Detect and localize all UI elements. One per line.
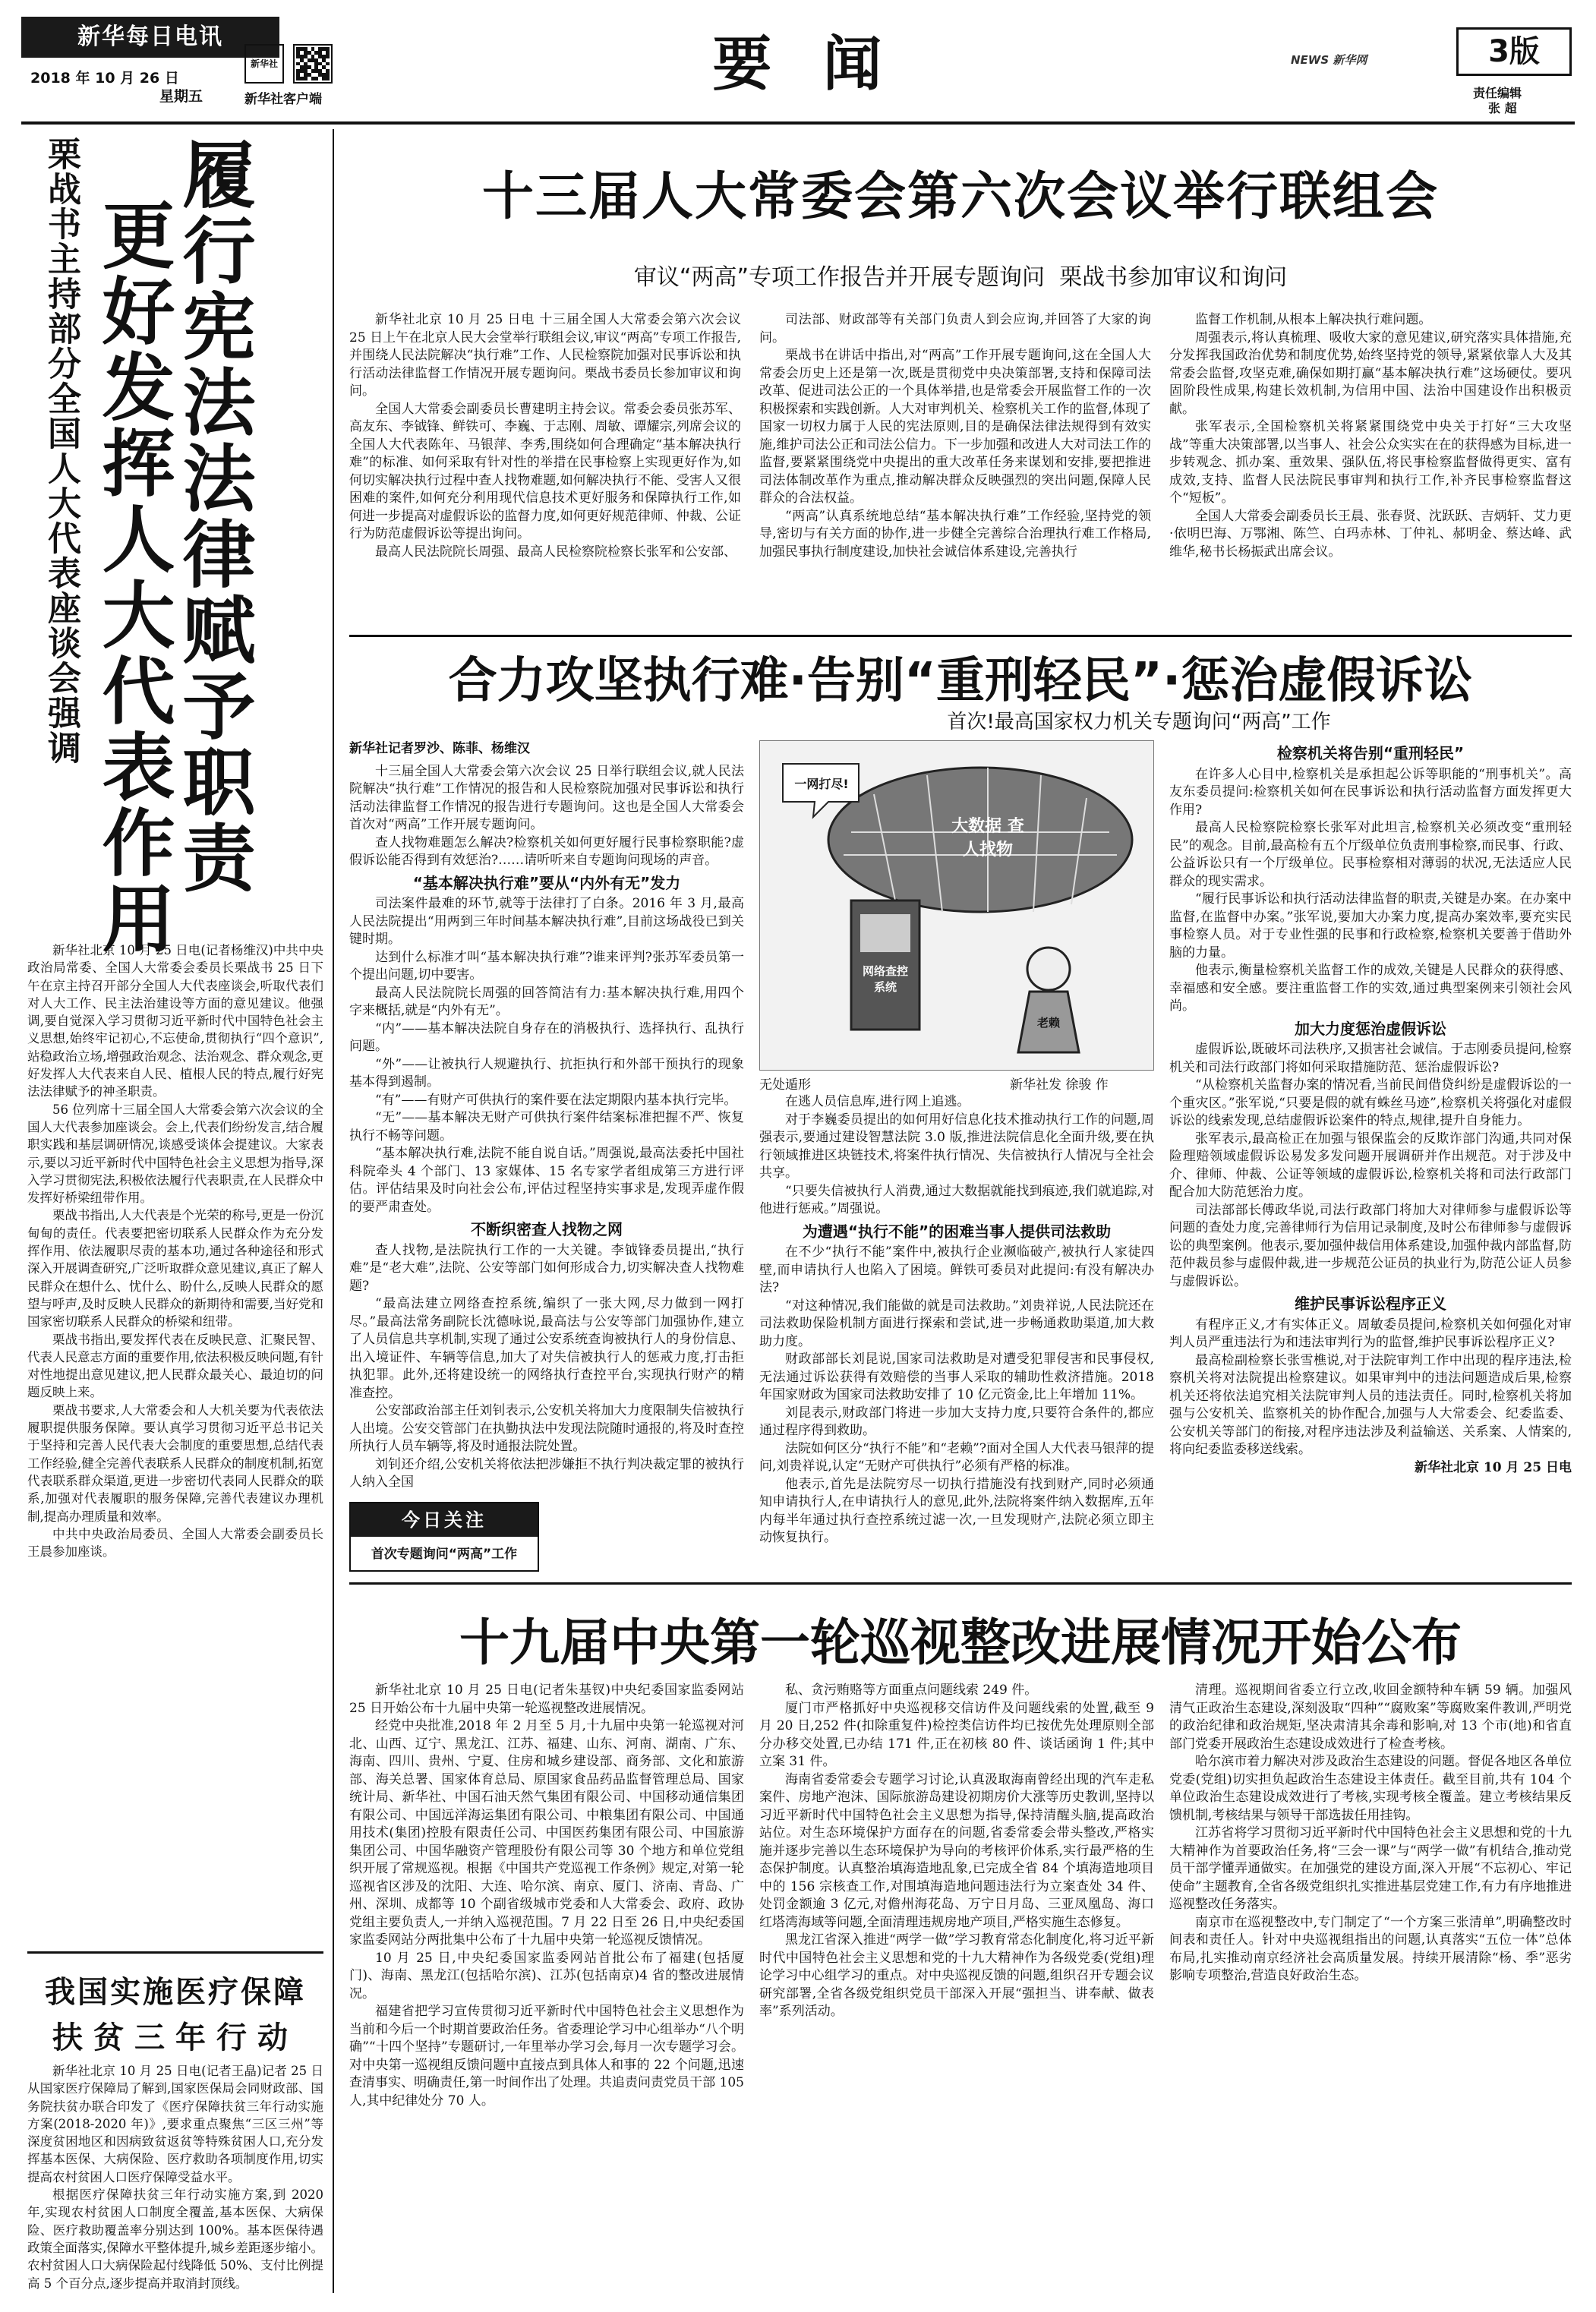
story3-paragraph: 清理。巡视期间省委立行立改,收回金额特种车辆 59 辆。加强风清气正政治生态建设,深刻汲取“四种”“腐败案”等腐败案件教训,严明党的政治纪律和政治规矩,坚决肃清其余毒和影响,对 13 个市(地)和省直部门党委开展政治生态建设成效进行了检查考核。 <box>1169 1683 1572 1752</box>
story2-left-paragraph: 新华社北京 10 月 25 日电(记者王皛)记者 25 日从国家医疗保障局了解到,国家医保局会同财政部、国务院扶贫办联合印发了《医疗保障扶贫三年行动实施方案(2018-2020 年)》,要求重点聚焦“三区三州”等深度贫困地区和因病致贫返贫等特殊贫困人口,充分发挥基本医保、大病保险、医疗救助各项制度作用,切实提高农村贫困人口医疗保障受益水平。 <box>27 2064 323 2184</box>
story3-paragraph: 经党中央批准,2018 年 2 月至 5 月,十九届中央第一轮巡视对河北、山西、辽宁、黑龙江、江苏、福建、山东、河南、湖南、广东、海南、四川、贵州、宁夏、住房和城乡建设部、商务部、文化和旅游部、海关总署、国家体育总局、原国家食品药品监督管理总局、国家统计局、新华社、中国石油天然气集团有限公司、中国移动通信集团有限公司、中国远洋海运集团有限公司、中粮集团有限公司、中国通用技术(集团)控股有限责任公司、中国医药集团有限公司、中国旅游集团公司、中国华融资产管理股份有限公司等 30 个地方和单位党组织开展了常规巡视。根据《中国共产党巡视工作条例》规定,对第一轮巡视省区涉及的沈阳、大连、哈尔滨、南京、厦门、济南、青岛、广州、深圳、成都等 10 个副省级城市党委和人大常委会、政府、政协党组主要负责人,一并纳入巡视范围。7 月 22 日至 26 日,中央纪委国家监委网站分两批集中公布了十九届中央第一轮巡视反馈情况。 <box>349 1718 744 1948</box>
story2-column-1 <box>349 740 744 1572</box>
story2-paragraph: 十三届全国人大常委会第六次会议 25 日举行联组会议,就人民法院解决“执行难”工作情况的报告和人民检察院加强对民事诉讼和执行活动法律监督工作情况的报告进行专题询问。这也是全国人大常委会首次对“两高”工作开展专题询问。 <box>349 763 744 832</box>
section-subhead: 维护民事诉讼程序正义 <box>1295 1295 1446 1313</box>
story2-paragraph: “有”——有财产可供执行的案件要在法定期限内基本执行完毕。 <box>375 1092 737 1108</box>
story2-column-3 <box>1169 740 1572 1572</box>
client-label: 新华社客户端 <box>244 92 322 107</box>
masthead-rule <box>21 121 1575 125</box>
today-focus-label: 今日关注 <box>351 1503 538 1537</box>
left-main-headline-2: 更好发挥人大代表作用 <box>90 197 175 957</box>
left-story-paragraph: 新华社北京 10 月 25 日电(记者杨维汉)中共中央政治局常委、全国人大常委会委员长栗战书 25 日下午在京主持召开部分全国人大代表座谈会,听取代表们对人大工作、民主法治建设等方面的意见建议。他强调,要自觉深入学习贯彻习近平新时代中国特色社会主义思想,始终牢记初心,不忘使命,贯彻执行“四个意识”,站稳政治立场,增强政治观念、法治观念、群众观念,更好发挥人大代表来自人民、植根人民的特点,履行好宪法法律赋予的神圣职责。 <box>27 943 323 1099</box>
story2-column-2 <box>759 1093 1154 1572</box>
story1-column-1 <box>349 311 741 623</box>
left-story-paragraph: 栗战书要求,人大常委会和人大机关要为代表依法履职提供服务保障。要认真学习贯彻习近平总书记关于坚持和完善人民代表大会制度的重要思想,总结代表工作经验,健全完善代表联系人民群众的制度机制,拓宽代表联系群众渠道,更进一步密切代表同人民群众的联系,加强对代表履职的服务保障,完善代表建议办理机制,提高办理质量和效率。 <box>27 1402 323 1524</box>
story2-paragraph: 在许多人心目中,检察机关是承担起公诉等职能的“刑事机关”。高友东委员提问:检察机关如何在民事诉讼和执行活动监督方面发挥更大作用? <box>1169 766 1572 818</box>
story2-left-headline-1: 我国实施医疗保障 <box>45 1975 306 2010</box>
story2-paragraph: “对这种情况,我们能做的就是司法救助。”刘贵祥说,人民法院还在司法救助保险机制方面进行探索和尝试,进一步畅通救助渠道,加大救助力度。 <box>759 1298 1154 1349</box>
left-story-paragraph: 栗战书指出,要发挥代表在反映民意、汇聚民智、代表人民意志方面的重要作用,依法积极反映问题,有针对性地提出意见建议,把人民群众最关心、最迫切的问题反映上来。 <box>27 1332 323 1400</box>
story3-column-1 <box>349 1682 744 2293</box>
section-subhead: “基本解决执行难”要从“内外有无”发力 <box>412 873 681 892</box>
left-story-rule <box>27 1951 323 1954</box>
story2-paragraph: 有程序正义,才有实体正义。周敏委员提问,检察机关如何强化对审判人员严重违法行为和违法审判行为的监督,维护民事诉讼程序正义? <box>1169 1317 1572 1350</box>
story3-column-3 <box>1169 1682 1572 2293</box>
story2-left-headline-2: 扶贫三年行动 <box>52 2020 298 2055</box>
story2-col2-content <box>759 1093 1154 1547</box>
story2-paragraph: 最高人民法院院长周强的回答简洁有力:基本解决执行难,用四个字来概括,就是“内外有无”。 <box>349 985 744 1018</box>
story1-paragraph: 司法部、财政部等有关部门负责人到会应询,并回答了大家的询问。 <box>759 312 1151 345</box>
qr-code-icon <box>293 44 333 84</box>
story2-col1-content <box>349 763 744 1492</box>
story1-rule <box>349 635 1572 637</box>
story2-paragraph: “基本解决执行难,法院不能自说自话。”周强说,最高法委托中国社科院牵头 4 个部门、13 家媒体、15 名专家学者组成第三方进行评估。评估结果及时向社会公布,评估过程坚持实事求是,发现弄虚作假的要严肃查处。 <box>349 1146 744 1215</box>
issue-date: 2018 年 10 月 26 日 <box>30 70 179 87</box>
page-number: 3版 <box>1456 27 1572 76</box>
today-focus-box <box>349 1502 539 1572</box>
story2-paragraph: 查人找物,是法院执行工作的一大关键。李钺锋委员提出,“执行难”是“老大难”,法院、公安等部门如何形成合力,切实解决查人找物难题? <box>349 1242 744 1294</box>
story2-paragraph: 刘昆表示,财政部门将进一步加大支持力度,只要符合条件的,都应通过程序得到救助。 <box>759 1405 1154 1438</box>
story1-column-3 <box>1169 311 1572 623</box>
story2-subheadline: 首次!最高国家权力机关专题询问“两高”工作 <box>947 711 1331 733</box>
story3-paragraph: 福建省把学习宣传贯彻习近平新时代中国特色社会主义思想作为当前和今后一个时期首要政治任务。省委理论学习中心组举办“八个明确”“十四个坚持”专题研讨,一年里举办学习会,每月一次专题学习会。对中央第一巡视组反馈问题中直接点到具体人和事的 22 个问题,迅速查清事实、明确责任,第一时间作出了处理。共追责问责党员干部 105 人,其中纪律处分 70 人。 <box>349 2004 744 2109</box>
section-subhead: 为遭遇“执行不能”的困难当事人提供司法救助 <box>802 1222 1112 1241</box>
story2-paragraph: “无”——基本解决无财产可供执行案件结案标准把握不严、恢复执行不畅等问题。 <box>349 1110 744 1143</box>
left-column-divider <box>333 129 334 2293</box>
story2-byline: 新华社记者罗沙、陈菲、杨维汉 <box>349 741 530 756</box>
issue-weekday: 星期五 <box>159 88 203 105</box>
paper-name: 新华每日电讯 <box>21 17 279 58</box>
left-story-body <box>27 942 323 1936</box>
story2-paragraph: 在逃人员信息库,进行网上追逃。 <box>785 1094 970 1109</box>
section-title: 要 闻 <box>712 30 897 99</box>
story1-paragraph: 新华社北京 10 月 25 日电 十三届全国人大常委会第六次会议 25 日上午在北京人民大会堂举行联组会议,审议“两高”专项工作报告,并围绕人民法院解决“执行难”工作、人民检察院加强对民事诉讼和执行活动法律监督工作情况开展专题询问。栗战书委员长参加审议和询问。 <box>349 312 741 399</box>
news-logo: NEWS 新华网 <box>1291 53 1367 67</box>
story2-paragraph: 张军表示,最高检正在加强与银保监会的反欺诈部门沟通,共同对保险理赔领域虚假诉讼易发多发问题开展调研并作出规范。对于涉及中介、律师、仲裁、公证等领域的虚假诉讼,检察机关将和司法行政部门配合加大防范惩治力度。 <box>1169 1131 1572 1200</box>
story2-paragraph: 最高检副检察长张雪樵说,对于法院审判工作中出现的程序违法,检察机关将对法院提出检察建议。如果审判中的违法问题造成后果,检察机关还将依法追究相关法院审判人员的违法责任。同时,检察机关将加强与公安机关、监察机关的协作配合,加强与人大常委会、纪委监委、公安机关等部门的衔接,对程序违法涉及利益输送、关系案、人情案的,将向纪委监委移送线索。 <box>1169 1352 1572 1457</box>
editor-name: 张 超 <box>1488 101 1517 115</box>
cartoon-label-man: 老赖 <box>1036 1016 1060 1030</box>
story2-paragraph: “从检察机关监督办案的情况看,当前民间借贷纠纷是虚假诉讼的一个重灾区。”张军说,“只要是假的就有蛛丝马迹”,检察机关将强化对虚假诉讼的线索发现,总结虚假诉讼案件的特点,规律,提升自身能力。 <box>1169 1077 1572 1128</box>
story1-column-2 <box>759 311 1151 623</box>
story1-paragraph: 监督工作机制,从根本上解决执行难问题。 <box>1195 312 1432 327</box>
story2-paragraph: 对于李巍委员提出的如何用好信息化技术推动执行工作的问题,周强表示,要通过建设智慧法院 3.0 版,推进法院信息化全面升级,要在执行领域推进区块链技术,将案件执行情况、失信被执行人情况与全社会共享。 <box>759 1112 1154 1181</box>
dateline-sign: 新华社北京 10 月 25 日电 <box>1415 1459 1572 1475</box>
story3-column-2 <box>759 1682 1154 2293</box>
cartoon-illustration <box>759 740 1154 1071</box>
story2-paragraph: 他表示,首先是法院穷尽一切执行措施没有找到财产,同时必须通知申请执行人,在申请执行人的意见,此外,法院将案件纳入数据库,五年内每半年通过执行查控系统过滤一次,一旦发现财产,法院必须立即主动恢复执行。 <box>759 1476 1154 1545</box>
story3-paragraph: 南京市在巡视整改中,专门制定了“一个方案三张清单”,明确整改时间表和责任人。针对中央巡视组指出的问题,认真落实“五位一体”总体布局,扎实推动南京经济社会高质量发展。持续开展清除“杨、季”恶劣影响专项整治,营造良好政治生态。 <box>1169 1914 1572 1983</box>
cartoon-caption-right: 新华社发 徐骏 作 <box>1010 1077 1109 1093</box>
editor-label: 责任编辑 <box>1473 86 1522 100</box>
story1-paragraph: 张军表示,全国检察机关将紧紧围绕党中央关于打好“三大攻坚战”等重大决策部署,以当事人、社会公众实实在在的获得感为目标,进一步转观念、抓办案、重效果、强队伍,将民事检察监督做得更实、富有成效,支持、监督人民法院民事审判和执行工作,补齐民事检察监督这个“短板”。 <box>1169 419 1572 506</box>
client-logo: 新华社 <box>244 44 284 84</box>
cartoon-caption-left: 无处遁形 <box>759 1077 811 1093</box>
story2-paragraph: 他表示,衡量检察机关监督工作的成效,关键是人民群众的获得感、幸福感和安全感。要注重监督工作的实效,通过典型案例来引领社会风尚。 <box>1169 963 1572 1014</box>
section-subhead: 加大力度惩治虚假诉讼 <box>1295 1019 1446 1038</box>
story2-rule <box>349 1582 1572 1585</box>
section-subhead: 不断织密查人找物之网 <box>471 1220 623 1238</box>
cartoon-label-system: 网络查控系统 <box>862 964 908 994</box>
story2-paragraph: “外”——让被执行人规避执行、抗拒执行和外部干预执行的现象基本得到遏制。 <box>349 1056 744 1090</box>
story1-headline: 十三届人大常委会第六次会议举行联组会 <box>481 167 1439 227</box>
story2-col3-content <box>1169 745 1572 1477</box>
story3-paragraph: 江苏省将学习贯彻习近平新时代中国特色社会主义思想和党的十九大精神作为首要政治任务,将“三会一课”与“两学一做”有机结合,推动党员干部学懂弄通做实。在加强党的建设方面,深入开展“不忘初心、牢记使命”主题教育,全省各级党组织扎实推进基层党建工作,有力有序地推进巡视整改任务落实。 <box>1169 1825 1572 1912</box>
story3-paragraph: 海南省委常委会专题学习讨论,认真汲取海南曾经出现的汽车走私案件、房地产泡沫、国际旅游岛建设初期房价大涨等历史教训,坚持以习近平新时代中国特色社会主义思想为指导,保持清醒头脑,提高政治站位。对生态环境保护方面存在的问题,省委常委会带头整改,严格实施并逐步完善以生态环境保护为导向的考核评价体系,实行最严格的生态保护制度。认真整治填海造地乱象,已完成全省 84 个填海造地项目中的 156 宗核查工作,对围填海造地问题违法行为立案查处 34 件、处罚金额逾 3 亿元,对儋州海花岛、万宁日月岛、三亚凤凰岛、海口红塔湾海域等问题,全面清理违规房地产项目,严格实施生态修复。 <box>759 1771 1154 1930</box>
story2-paragraph: 公安部政治部主任刘钊表示,公安机关将加大力度限制失信被执行人出境。公安交管部门在执勤执法中发现法院随时通报的,将及时查控所执行人员车辆等,将及时通报法院处置。 <box>349 1403 744 1454</box>
story3-paragraph: 厦门市严格抓好中央巡视移交信访件及问题线索的处置,截至 9 月 20 日,252 件(扣除重复件)检控类信访件均已按优先处理原则全部分办移交处置,已办结 171 件,正在初核 80 件、谈话函询 1 件;其中立案 31 件。 <box>759 1700 1154 1769</box>
story3-paragraph: 黑龙江省深入推进“两学一做”学习教育常态化制度化,将习近平新时代中国特色社会主义思想和党的十九大精神作为各级党委(党组)理论学习中心组学习的重点。对中央巡视反馈的问题,组织召开专题会议研究部署,全省各级党组织党员干部深入开展“强担当、讲奉献、做表率”系列活动。 <box>759 1932 1154 2019</box>
story1-paragraph: “两高”认真系统地总结“基本解决执行难”工作经验,坚持党的领导,密切与有关方面的协作,进一步健全完善综合治理执行难工作格局,加强民事执行制度建设,加快社会诚信体系建设,完善执行 <box>759 508 1151 560</box>
today-focus-text: 首次专题询问“两高”工作 <box>371 1547 518 1562</box>
left-subhead: 栗战书主持部分全国人大代表座谈会强调 <box>42 137 80 765</box>
cartoon-label-net: 大数据 查人找物 <box>951 817 1024 860</box>
story1-paragraph: 周强表示,将认真梳理、吸收大家的意见建议,研究落实具体措施,充分发挥我国政治优势和制度优势,始终坚持党的领导,紧紧依靠人大及其常委会监督,攻坚克难,确保如期打赢“基本解决执行难”这场硬仗。要巩固阶段性成果,构建长效机制,为信用中国、法治中国建设作出积极贡献。 <box>1169 330 1572 417</box>
story3-paragraph: 哈尔滨市着力解决对涉及政治生态建设的问题。督促各地区各单位党委(党组)切实担负起政治生态建设主体责任。截至目前,共有 104 个单位政治生态建设成效进行了考核,实现考核全覆盖。建立考核结果反馈机制,考核结果与领导干部选拔任用挂钩。 <box>1169 1754 1572 1823</box>
story2-paragraph: 在不少“执行不能”案件中,被执行企业濒临破产,被执行人家徒四壁,而申请执行人也陷入了困境。鲜铁可委员对此提问:有没有解决办法? <box>759 1244 1154 1295</box>
section-subhead: 检察机关将告别“重刑轻民” <box>1276 744 1465 762</box>
story2-paragraph: “履行民事诉讼和执行活动法律监督的职责,关键是办案。在办案中监督,在监督中办案。”张军说,要加大办案力度,提高办案效率,要充实民事检察人员。对于专业性强的民事和行政检察,检察机关要善于借助外脑的力量。 <box>1169 891 1572 960</box>
story2-left-body <box>27 2062 323 2294</box>
story1-subheadline: 审议“两高”专项工作报告并开展专题询问 栗战书参加审议和询问 <box>633 264 1288 291</box>
story2-paragraph: 法院如何区分“执行不能”和“老赖”?面对全国人大代表马银萍的提问,刘贵祥说,认定“无财产可供执行”必须有严格的标准。 <box>759 1440 1154 1474</box>
story2-paragraph: 达到什么标准才叫“基本解决执行难”?谁来评判?张苏军委员第一个提出问题,切中要害。 <box>349 949 744 983</box>
story2-paragraph: 刘钊还介绍,公安机关将依法把涉嫌拒不执行判决裁定罪的被执行人纳入全国 <box>349 1456 744 1490</box>
cartoon-man-head <box>1027 948 1070 990</box>
story2-paragraph: “只要失信被执行人消费,通过大数据就能找到痕迹,我们就追踪,对他进行惩戒。”周强说。 <box>759 1183 1154 1216</box>
story2-paragraph: “最高法建立网络查控系统,编织了一张大网,尽力做到一网打尽。”最高法常务副院长沈德咏说,最高法与公安等部门加强协作,建立了人员信息共享机制,实现了通过公安系统查询被执行人的身份信息、出入境证件、车辆等信息,加大了对失信被执行人的惩戒力度,打击拒执犯罪。此外,还将建设统一的网络执行查控平台,实现执行财产的精准查控。 <box>349 1296 744 1401</box>
story2-headline: 合力攻坚执行难·告别“重刑轻民”·惩治虚假诉讼 <box>448 653 1473 709</box>
story3-paragraph: 新华社北京 10 月 25 日电(记者朱基钗)中央纪委国家监委网站 25 日开始公布十九届中央第一轮巡视整改进展情况。 <box>349 1683 744 1716</box>
masthead <box>0 0 1596 115</box>
story1-paragraph: 全国人大常委会副委员长王晨、张春贤、沈跃跃、吉炳轩、艾力更·依明巴海、万鄂湘、陈竺、白玛赤林、丁仲礼、郝明金、蔡达峰、武维华,秘书长杨振武出席会议。 <box>1169 508 1572 560</box>
story2-paragraph: 最高人民检察院检察长张军对此坦言,检察机关必须改变“重刑轻民”的观念。目前,最高检有五个厅级单位负责刑事检察,而民事、行政、公益诉讼只有一个厅级单位。民事检察相对薄弱的状况,无法适应人民群众的现实需求。 <box>1169 820 1572 889</box>
story2-paragraph: 财政部部长刘昆说,国家司法救助是对遭受犯罪侵害和民事侵权,无法通过诉讼获得有效赔偿的当事人采取的辅助性救济措施。2018 年国家财政为国家司法救助安排了 10 亿元资金,比上年增加 11%。 <box>759 1352 1154 1402</box>
story2-paragraph: 查人找物难题怎么解决?检察机关如何更好履行民事检察职能?虚假诉讼能否得到有效惩治?……请听听来自专题询问现场的声音。 <box>349 834 744 868</box>
story1-paragraph: 栗战书在讲话中指出,对“两高”工作开展专题询问,这在全国人大常委会历史上还是第一次,既是贯彻党中央决策部署,支持和保障司法改革、促进司法公正的一个具体举措,也是常委会开展监督工作的一次积极探索和实践创新。人大对审判机关、检察机关工作的监督,体现了国家一切权力属于人民的宪法原则,目的是确保法律法规得到有效实施,维护司法公正和司法公信力。下一步加强和改进人大对司法工作的监督,要紧紧围绕党中央提出的重大改革任务来谋划和安排,要把推进司法体制改革作为重点,推动解决群众反映强烈的突出问题,保障人民群众的合法权益。 <box>759 348 1151 506</box>
story2-left-paragraph: 根据医疗保障扶贫三年行动实施方案,到 2020 年,实现农村贫困人口制度全覆盖,基本医保、大病保险、医疗救助覆盖率分别达到 100%。基本医保待遇政策全面落实,保障水平整体提升,城乡差距逐步缩小。农村贫困人口大病保险起付线降低 50%、支付比例提高 5 个百分点,逐步提高并取消封顶线。 <box>27 2187 323 2291</box>
story2-paragraph: “内”——基本解决法院自身存在的消极执行、选择执行、乱执行问题。 <box>349 1020 744 1054</box>
story3-headline: 十九届中央第一轮巡视整改进展情况开始公布 <box>459 1613 1462 1672</box>
cartoon-label-hide: 一网打尽! <box>794 777 849 791</box>
cartoon-screen <box>860 914 910 952</box>
left-story-paragraph: 中共中央政治局委员、全国人大常委会副委员长王晨参加座谈。 <box>27 1526 323 1560</box>
story2-paragraph: 虚假诉讼,既破坏司法秩序,又损害社会诚信。于志刚委员提问,检察机关和司法行政部门将如何采取措施防范、惩治虚假诉讼? <box>1169 1042 1572 1075</box>
story1-paragraph: 最高人民法院院长周强、最高人民检察院检察长张军和公安部、 <box>375 544 736 560</box>
story2-paragraph: 司法案件最难的环节,就等于法律打了白条。2016 年 3 月,最高人民法院提出“用两到三年时间基本解决执行难”,目前这场战役已到关键时期。 <box>349 896 744 947</box>
story3-paragraph: 私、贪污贿赂等方面重点问题线索 249 件。 <box>785 1683 1038 1698</box>
left-story-paragraph: 栗战书指出,人大代表是个光荣的称号,更是一份沉甸甸的责任。代表要把密切联系人民群众作为充分发挥作用、依法履职尽责的基本功,通过各种途径和形式深入开展调查研究,广泛听取群众意见建议,真正了解人民群众在想什么、忧什么、盼什么,反映人民群众的愿望与呼声,及时反映人民群众的新期待和需要,当好党和国家密切联系人民群众的桥梁和纽带。 <box>27 1208 323 1329</box>
story1-paragraph: 全国人大常委会副委员长曹建明主持会议。常委会委员张苏军、高友东、李钺锋、鲜铁可、李巍、于志刚、周敏、谭耀宗,列席会议的全国人大代表陈年、马银萍、李秀,围绕如何合理确定“基本解决执行难”的标准、如何采取有针对性的举措在民事检察上实现更好作为,如何切实解决执行过程中查人找物难题,如何解决执行不能、受害人又很困难的案件,如何充分利用现代信息技术更好服务和保障执行工作,如何进一步提高对虚假诉讼的监督力度,如何更好规范律师、仲裁、公证行为防范虚假诉讼等提出询问。 <box>349 401 741 541</box>
story3-paragraph: 10 月 25 日,中央纪委国家监委网站首批公布了福建(包括厦门)、海南、黑龙江(包括哈尔滨)、江苏(包括南京)4 省的整改进展情况。 <box>349 1950 744 2001</box>
left-story-paragraph: 56 位列席十三届全国人大常委会第六次会议的全国人大代表参加座谈会。会上,代表们纷纷发言,结合履职实践和基层调研情况,谈感受谈体会提建议。大家表示,要以习近平新时代中国特色社会主义思想为指导,深入学习贯彻宪法,积极依法履行代表职责,在人民群众中发挥好桥梁纽带作用。 <box>27 1102 323 1206</box>
story2-paragraph: 司法部部长傅政华说,司法行政部门将加大对律师参与虚假诉讼等问题的查处力度,完善律师行为信用记录制度,及时公布律师参与虚假诉讼的典型案例。他表示,要加强仲裁信用体系建设,加强仲裁内部监督,防范仲裁员参与虚假仲裁,进一步规范公证员的执业行为,防范公证人员参与虚假诉讼。 <box>1169 1202 1572 1289</box>
left-main-headline-1: 履行宪法法律赋予职责 <box>171 137 256 896</box>
client-logo-block <box>244 38 427 107</box>
